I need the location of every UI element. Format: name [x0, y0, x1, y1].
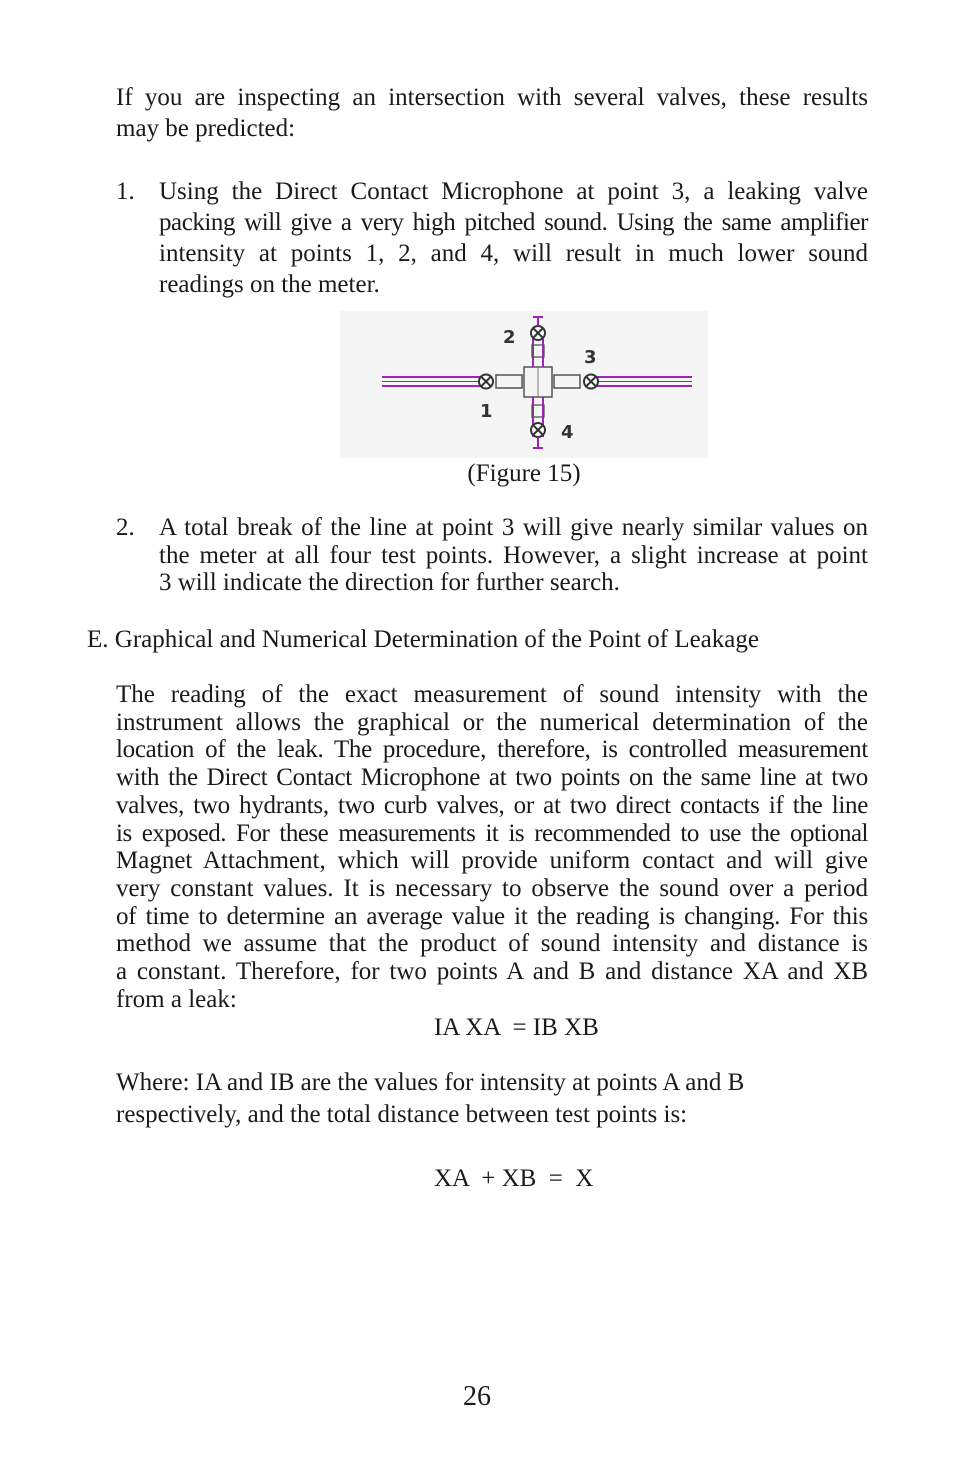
- body-line-5: valves, two hydrants, two curb valves, or at two direct contacts if the line: [116, 791, 868, 819]
- where-paragraph: [116, 1067, 868, 1131]
- body-line-3: location of the leak. The procedure, therefore, is controlled measurement: [116, 736, 868, 764]
- item-2-line-1: A total break of the line at point 3 will give nearly similar values on: [159, 514, 868, 541]
- item-1-line-3: intensity at points 1, 2, and 4, will result in much lower sound: [159, 240, 868, 267]
- section-body: [116, 681, 868, 1013]
- label-point-3: 3: [584, 347, 597, 368]
- body-line-4: with the Direct Contact Microphone at two points on the same line at two: [116, 764, 868, 792]
- connector-right: [554, 375, 580, 388]
- item-1-line-2: packing will give a very high pitched sound. Using the same amplifier: [159, 209, 868, 236]
- figure-caption: (Figure 15): [467, 460, 581, 487]
- item-1-line-4: readings on the meter.: [159, 271, 380, 298]
- valve-4-icon: [531, 423, 545, 449]
- section-heading: E. Graphical and Numerical Determination of the Point of Leakage: [87, 626, 759, 653]
- label-point-4: 4: [561, 422, 574, 443]
- body-line-10: method we assume that the product of sound intensity and distance is: [116, 930, 868, 958]
- label-point-2: 2: [503, 327, 516, 348]
- body-line-12: from a leak:: [116, 985, 237, 1013]
- where-line-1: Where: IA and IB are the values for intensity at points A and B: [116, 1069, 745, 1096]
- figure-15-diagram: [340, 311, 708, 458]
- item-2-line-3: 3 will indicate the direction for further search.: [159, 569, 620, 596]
- item-1-text: [159, 176, 868, 300]
- item-1-line-1: Using the Direct Contact Microphone at point 3, a leaking valve: [159, 178, 868, 205]
- equation-intensity-distance: IA XA = IB XB: [434, 1014, 599, 1041]
- body-line-9: of time to determine an average value it the reading is changing. For this: [116, 902, 868, 930]
- item-1-number: 1.: [116, 178, 135, 205]
- label-point-1: 1: [480, 401, 493, 422]
- body-line-6: is exposed. For these measurements it is recommended to use the optional: [116, 819, 868, 847]
- item-2-number: 2.: [116, 514, 135, 541]
- body-line-2: instrument allows the graphical or the numerical determination of the: [116, 708, 868, 736]
- body-line-11: a constant. Therefore, for two points A and B and distance XA and XB: [116, 958, 868, 986]
- valve-2-icon: [531, 316, 545, 340]
- valve-1-icon: [479, 375, 493, 389]
- page-number: 26: [463, 1381, 491, 1412]
- equation-total-distance: XA + XB = X: [434, 1165, 594, 1192]
- intro-line-1: If you are inspecting an intersection with several valves, these results: [116, 84, 868, 111]
- where-line-2: respectively, and the total distance between test points is:: [116, 1101, 688, 1128]
- intro-line-2: may be predicted:: [116, 115, 296, 142]
- body-line-7: Magnet Attachment, which will provide uniform contact and will give: [116, 847, 868, 875]
- item-2-line-2: the meter at all four test points. However, a slight increase at point: [159, 541, 868, 569]
- connector-left: [496, 375, 522, 388]
- pipe-intersection-svg: [340, 311, 708, 458]
- intro-paragraph: [116, 82, 868, 144]
- body-line-8: very constant values. It is necessary to observe the sound over a period: [116, 874, 868, 902]
- body-line-1: The reading of the exact measurement of sound intensity with the: [116, 681, 868, 708]
- item-2-text: [159, 514, 868, 597]
- valve-3-icon: [584, 375, 598, 389]
